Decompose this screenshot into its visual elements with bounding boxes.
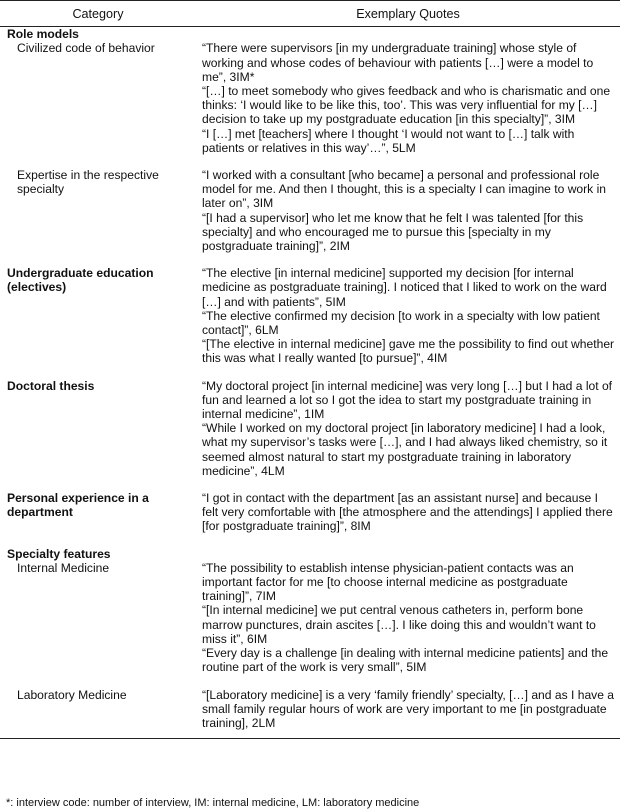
sub-category-label: Laboratory Medicine bbox=[17, 687, 127, 702]
quote-text: “Every day is a challenge [in dealing with internal medicine patients] and the routine part of the work is very small”, 5IM bbox=[202, 646, 609, 675]
quote-text: “I […] met [teachers] where I thought ‘I would not want to […] talk with patients or relatives in this way’…”, 5LM bbox=[202, 126, 575, 155]
quotes-cell bbox=[196, 379, 620, 491]
sub-category-label: Expertise in the respective specialty bbox=[17, 168, 159, 197]
group-title-undergraduate-education: Undergraduate education (electives) bbox=[7, 266, 154, 295]
quotes-cell bbox=[196, 168, 620, 266]
category-cell bbox=[0, 379, 196, 491]
table-footnote: *: interview code: number of interview, IM: internal medicine, LM: laboratory medicine bbox=[6, 797, 420, 809]
category-cell bbox=[0, 168, 196, 266]
quotes-cell bbox=[196, 688, 620, 739]
table-row bbox=[0, 379, 620, 491]
group-title-doctoral-thesis: Doctoral thesis bbox=[7, 378, 95, 393]
quote-text: “[I had a supervisor] who let me know that he felt I was talented [for this specialty] and who encouraged me to pursue this [specialty in my postgraduate training]”, 2IM bbox=[202, 210, 584, 254]
quote-text: “[In internal medicine] we put central venous catheters in, perform bone marrow punctures, drain ascites […]. I like doing this and wouldn’t want to miss it”, 6IM bbox=[202, 603, 596, 646]
table-row bbox=[0, 491, 620, 547]
quotes-cell bbox=[196, 27, 620, 168]
quote-text: “[Laboratory medicine] is a very ‘family friendly’ specialty, […] and as I have a small family regular hours of work are very important to me [in postgraduate training], 2LM bbox=[202, 687, 615, 730]
table-row bbox=[0, 688, 620, 739]
quotes-cell bbox=[196, 266, 620, 378]
quote-text: “[…] to meet somebody who gives feedback and who is charismatic and one thinks: ‘I would like to be like this, too’. This was very influential for my […] decision to take up my postgraduate education [in this specialty]”, 3IM bbox=[202, 84, 611, 127]
table-row bbox=[0, 27, 620, 168]
column-header-category: Category bbox=[0, 1, 196, 27]
category-cell bbox=[0, 688, 196, 739]
table-row bbox=[0, 547, 620, 688]
quotes-cell bbox=[196, 491, 620, 547]
table-row bbox=[0, 266, 620, 378]
group-title-personal-experience: Personal experience in a department bbox=[7, 491, 149, 520]
quote-text: “My doctoral project [in internal medicine] was very long […] but I had a lot of fun and learned a lot so I got the idea to start my postgraduate training in internal medicine”, 1IM bbox=[202, 378, 613, 422]
table-row bbox=[0, 168, 620, 266]
category-cell bbox=[0, 266, 196, 378]
quote-text: “The elective confirmed my decision [to work in a specialty with low patient contact]”, 6LM bbox=[202, 308, 600, 338]
quote-text: “The possibility to establish intense physician-patient contacts was an important factor for me [to choose internal medicine as postgraduate training]”, 7IM bbox=[202, 560, 574, 604]
quote-text: “I got in contact with the department [as an assistant nurse] and because I felt very comfortable with [the atmosphere and the attendings] I applied there [for postgraduate training]”, 8IM bbox=[202, 491, 613, 534]
sub-category-label: Internal Medicine bbox=[17, 560, 110, 575]
group-title-role-models: Role models bbox=[7, 27, 79, 42]
quote-text: “While I worked on my doctoral project [in laboratory medicine] I had a look, what my supervisor’s tasks were […], and I had always liked chemistry, so it seemed almost natural to start my postgraduate training in laboratory medicine”, 4LM bbox=[202, 421, 608, 478]
quote-text: “[The elective in internal medicine] gave me the possibility to find out whether this was what I really wanted [to pursue]”, 4IM bbox=[202, 337, 615, 366]
group-title-specialty-features: Specialty features bbox=[7, 546, 111, 561]
table-header-row bbox=[0, 1, 620, 27]
category-cell bbox=[0, 491, 196, 547]
category-cell bbox=[0, 547, 196, 688]
sub-category-label: Civilized code of behavior bbox=[17, 41, 155, 56]
quotes-cell bbox=[196, 547, 620, 688]
category-cell bbox=[0, 27, 196, 168]
quote-text: “The elective [in internal medicine] supported my decision [for internal medicine as postgraduate training]. I noticed that I liked to work on the ward […] and with patients”, 5IM bbox=[202, 266, 607, 309]
column-header-quotes: Exemplary Quotes bbox=[196, 1, 620, 27]
quote-text: “I worked with a consultant [who became] a personal and professional role model for me. And then I thought, this is a specialty I can imagine to work in later on”, 3IM bbox=[202, 168, 607, 211]
quote-text: “There were supervisors [in my undergraduate training] whose style of working and whose codes of behaviour with patients […] were a model to me”, 3IM* bbox=[202, 41, 594, 84]
